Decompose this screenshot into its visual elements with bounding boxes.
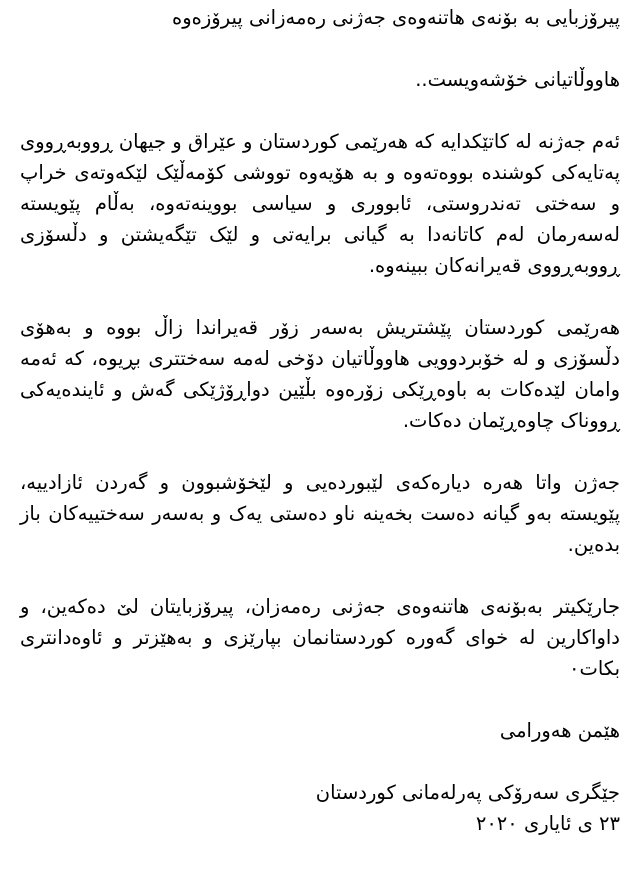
- letter-paragraph-4: جارێکیتر بەبۆنەی هاتنەوەی جەژنی رەمەزان، پیرۆزبایتان لێ دەکەین، و داواکارین لە خوای گەورە کوردستانمان بپارێزی و بەهێزتر و ئاوەدانتری بکات٠: [20, 595, 620, 680]
- letter-greeting: هاووڵاتیانی خۆشەویست..: [415, 68, 620, 91]
- letter-paragraph-2: هەرێمی کوردستان پێشتریش بەسەر زۆر قەیراندا زاڵ بووە و بەهۆی دڵسۆزی و لە خۆبردوویی هاووڵاتیان دۆخی لەمە سەختتری بڕیوە، کە ئەمە وامان لێدەکات بە باوەڕێکی زۆرەوە بڵێین دواڕۆژێکی گەش و ئایندەیەکی ڕووناک چاوەڕێمان دەکات.: [20, 316, 620, 432]
- letter-heading: پیرۆزبایی بە بۆنەی هاتنەوەی جەژنی رەمەزانی پیرۆزەوە: [172, 6, 620, 29]
- letter-date: ٢٣ ی ئایاری ٢٠٢٠: [475, 812, 620, 835]
- signature-name: هێمن هەورامی: [499, 719, 620, 742]
- letter-paragraph-3: جەژن واتا هەرە دیارەکەی لێبوردەیی و لێخۆشبوون و گەردن ئازادییە، پێویستە بەو گیانە دەست بخەینە ناو دەستی یەک و بەسەر سەختییەکان باز بدەین.: [20, 471, 620, 556]
- letter-paragraph-1: ئەم جەژنە لە کاتێکدایە کە هەرێمی کوردستان و عێراق و جیهان ڕووبەڕووی پەتایەکی کوشندە بووەتەوە و بە هۆیەوە تووشی کۆمەڵێک لێکەوتەی خراپ و سەختی تەندروستی، ئابووری و سیاسی بووینەتەوە، بەڵام پێویستە لەسەرمان لەم کاتانەدا بە گیانی برایەتی و لێک تێگەیشتن و دڵسۆزی ڕووبەڕووی قەیرانەکان ببینەوە.: [20, 130, 620, 277]
- signature-title: جێگری سەرۆکی پەرلەمانی کوردستان: [315, 781, 620, 804]
